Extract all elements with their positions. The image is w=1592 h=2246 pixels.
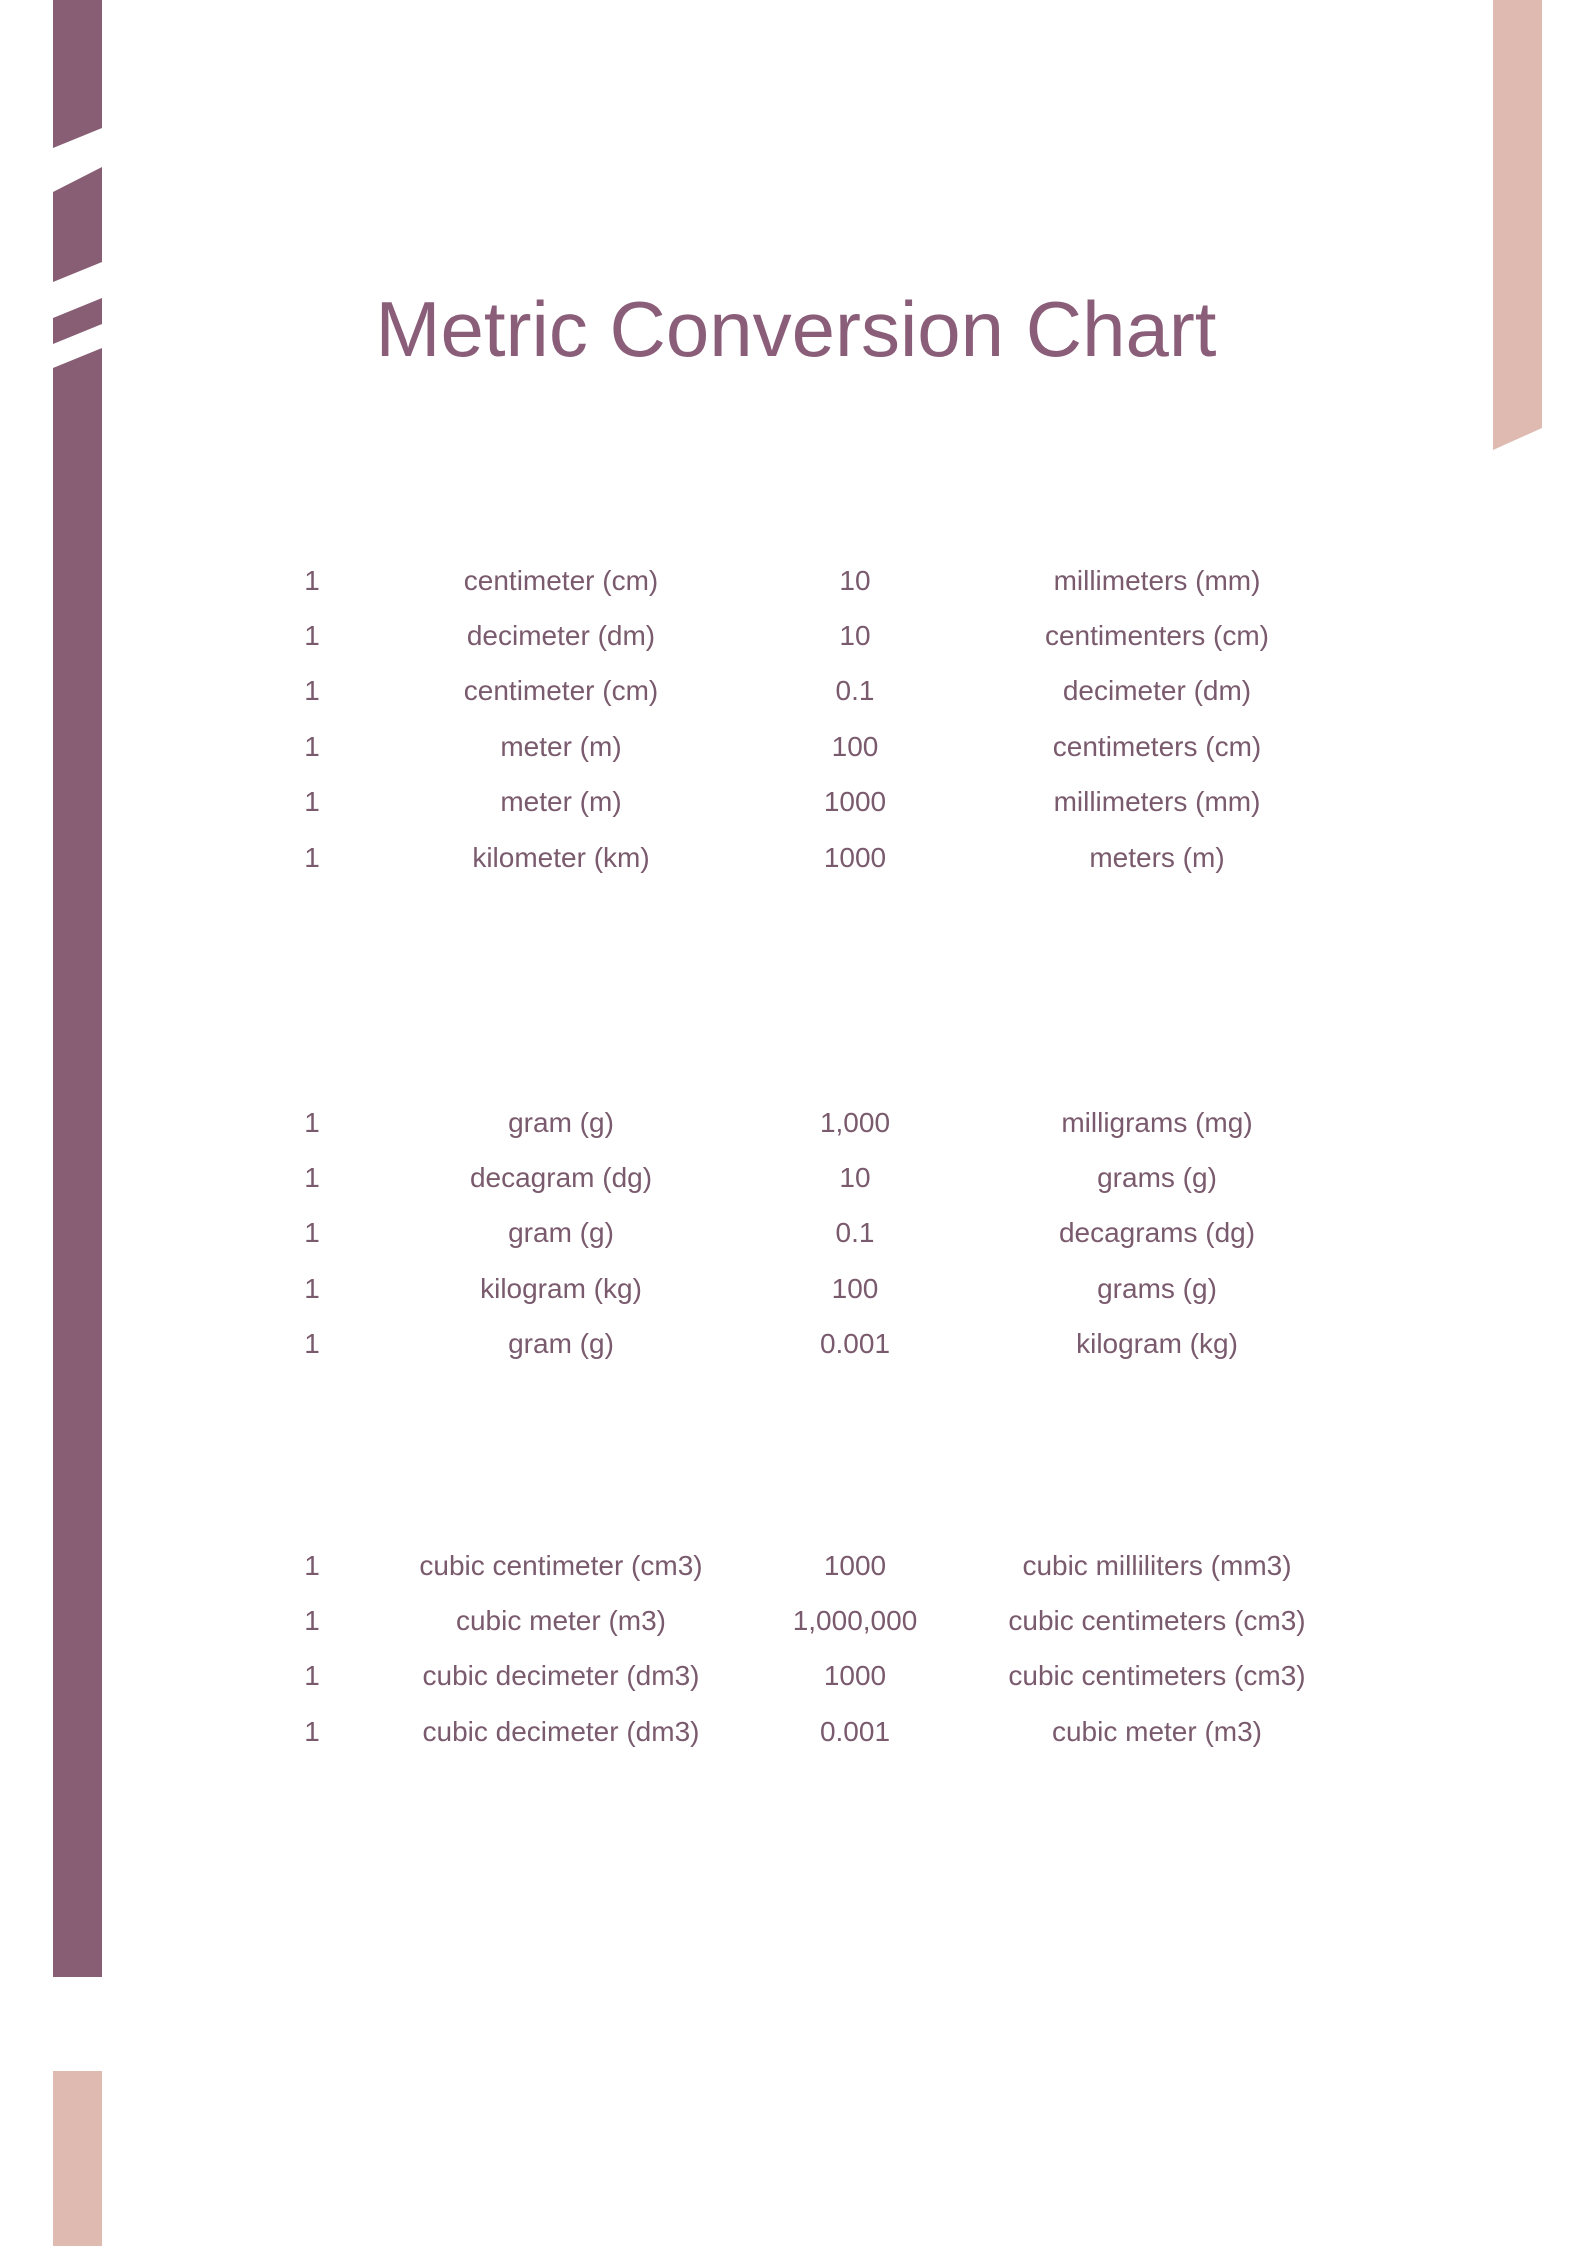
source-unit-cell: meter (m) [500, 786, 622, 818]
quantity-cell: 1 [304, 1217, 320, 1249]
table-row [0, 1150, 1592, 1205]
target-unit-cell: millimeters (mm) [1053, 564, 1261, 596]
conversion-value-cell: 0.001 [819, 1328, 891, 1360]
target-unit-cell: cubic meter (m3) [1051, 1715, 1263, 1747]
quantity-cell: 1 [304, 1106, 320, 1138]
table-row [0, 1704, 1592, 1759]
table-row [0, 1317, 1592, 1372]
source-unit-cell: gram (g) [508, 1217, 614, 1249]
table-row [0, 1649, 1592, 1704]
conversion-value-cell: 0.1 [835, 1217, 875, 1249]
source-unit-cell: cubic meter (m3) [455, 1605, 667, 1637]
target-unit-cell: cubic centimeters (cm3) [1008, 1605, 1306, 1637]
target-unit-cell: kilogram (kg) [1076, 1328, 1238, 1360]
quantity-cell: 1 [304, 1272, 320, 1304]
target-unit-cell: grams (g) [1097, 1162, 1217, 1194]
volume-conversion-table [0, 1538, 1592, 1760]
target-unit-cell: cubic centimeters (cm3) [1008, 1660, 1306, 1692]
conversion-value-cell: 1000 [823, 1549, 887, 1581]
conversion-value-cell: 10 [839, 620, 871, 652]
quantity-cell: 1 [304, 730, 320, 762]
mass-conversion-table [0, 1095, 1592, 1372]
target-unit-cell: centimenters (cm) [1044, 620, 1270, 652]
source-unit-cell: gram (g) [508, 1106, 614, 1138]
conversion-value-cell: 0.1 [835, 675, 875, 707]
quantity-cell: 1 [304, 1605, 320, 1637]
source-unit-cell: cubic centimeter (cm3) [419, 1549, 703, 1581]
table-row [0, 1206, 1592, 1261]
target-unit-cell: decimeter (dm) [1062, 675, 1252, 707]
target-unit-cell: milligrams (mg) [1061, 1106, 1253, 1138]
quantity-cell: 1 [304, 620, 320, 652]
target-unit-cell: millimeters (mm) [1053, 786, 1261, 818]
top-right-accent-bar [1493, 0, 1542, 450]
sidebar-stripe-middle [53, 167, 102, 282]
table-row [0, 1593, 1592, 1648]
conversion-value-cell: 1000 [823, 1660, 887, 1692]
source-unit-cell: cubic decimeter (dm3) [422, 1660, 700, 1692]
quantity-cell: 1 [304, 841, 320, 873]
source-unit-cell: meter (m) [500, 730, 622, 762]
page-title: Metric Conversion Chart [375, 285, 1217, 373]
sidebar-stripe-top [53, 0, 102, 148]
source-unit-cell: kilogram (kg) [480, 1272, 642, 1304]
table-row [0, 1261, 1592, 1316]
table-row [0, 719, 1592, 774]
bottom-left-accent-bar [53, 2071, 102, 2246]
quantity-cell: 1 [304, 564, 320, 596]
conversion-value-cell: 1000 [823, 786, 887, 818]
target-unit-cell: centimeters (cm) [1052, 730, 1262, 762]
source-unit-cell: decagram (dg) [469, 1162, 653, 1194]
conversion-value-cell: 100 [831, 730, 879, 762]
source-unit-cell: gram (g) [508, 1328, 614, 1360]
target-unit-cell: cubic milliliters (mm3) [1022, 1549, 1292, 1581]
source-unit-cell: kilometer (km) [472, 841, 650, 873]
conversion-value-cell: 10 [839, 564, 871, 596]
table-row [0, 664, 1592, 719]
table-row [0, 830, 1592, 885]
table-row [0, 1538, 1592, 1593]
conversion-value-cell: 1000 [823, 841, 887, 873]
source-unit-cell: cubic decimeter (dm3) [422, 1715, 700, 1747]
source-unit-cell: centimeter (cm) [463, 675, 659, 707]
quantity-cell: 1 [304, 1328, 320, 1360]
quantity-cell: 1 [304, 786, 320, 818]
target-unit-cell: grams (g) [1097, 1272, 1217, 1304]
table-row [0, 775, 1592, 830]
target-unit-cell: meters (m) [1089, 841, 1225, 873]
conversion-value-cell: 1,000 [819, 1106, 891, 1138]
conversion-value-cell: 1,000,000 [792, 1605, 918, 1637]
length-conversion-table [0, 553, 1592, 885]
quantity-cell: 1 [304, 1715, 320, 1747]
target-unit-cell: decagrams (dg) [1058, 1217, 1256, 1249]
conversion-value-cell: 0.001 [819, 1715, 891, 1747]
quantity-cell: 1 [304, 675, 320, 707]
source-unit-cell: centimeter (cm) [463, 564, 659, 596]
conversion-value-cell: 10 [839, 1162, 871, 1194]
quantity-cell: 1 [304, 1162, 320, 1194]
table-row [0, 553, 1592, 608]
quantity-cell: 1 [304, 1549, 320, 1581]
quantity-cell: 1 [304, 1660, 320, 1692]
table-row [0, 608, 1592, 663]
source-unit-cell: decimeter (dm) [466, 620, 656, 652]
table-row [0, 1095, 1592, 1150]
conversion-value-cell: 100 [831, 1272, 879, 1304]
